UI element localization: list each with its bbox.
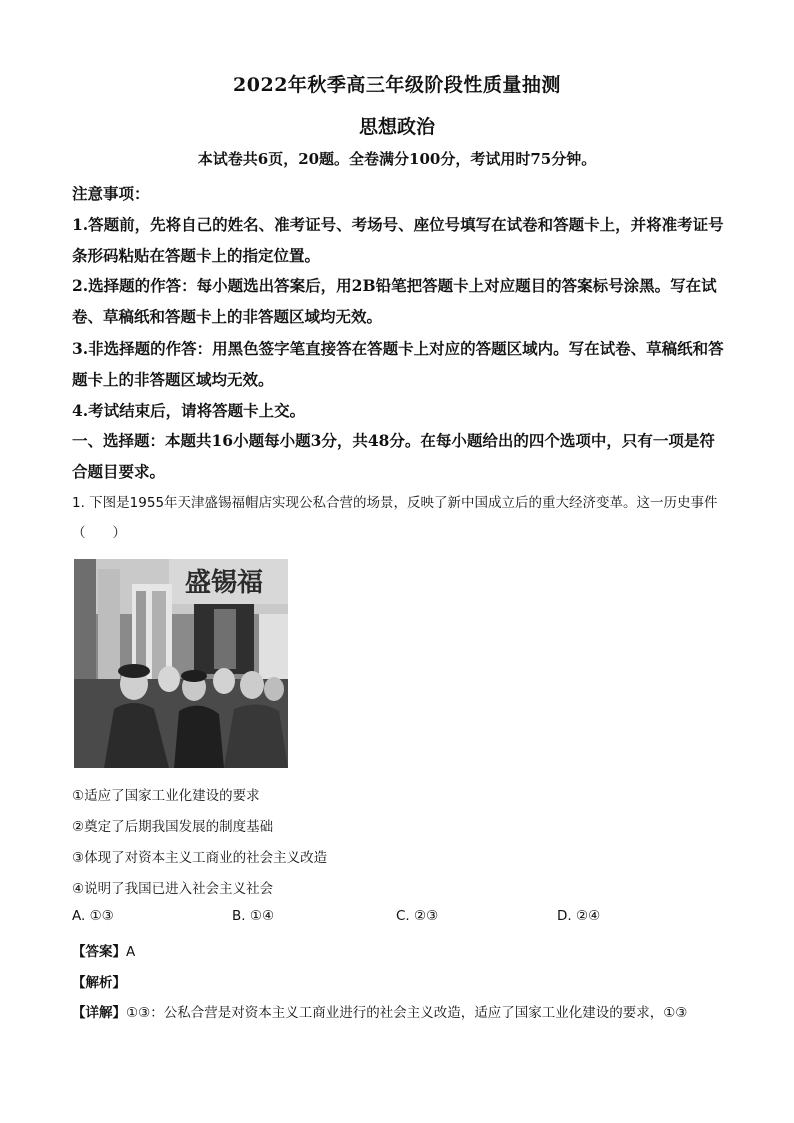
notice-heading: 注意事项： (72, 184, 150, 203)
choice-d[interactable]: D. ②④ (557, 908, 601, 924)
historical-photo (74, 559, 288, 768)
choice-a[interactable]: A. ①③ (72, 908, 114, 924)
choice-c[interactable]: C. ②③ (396, 908, 439, 924)
question-1-stem: 1. 下图是1955年天津盛锡福帽店实现公私合营的场景，反映了新中国成立后的重大经济变革。这一历史事件（ ） (72, 495, 718, 541)
option-4: ④说明了我国已进入社会主义社会 (72, 881, 274, 897)
detail-text: ①③：公私合营是对资本主义工商业进行的社会主义改造，适应了国家工业化建设的要求，①③ (126, 1005, 688, 1021)
notice-item-4: 4.考试结束后，请将答题卡上交。 (72, 401, 306, 420)
analysis-line (72, 971, 126, 991)
answer-label: 【答案】 (72, 944, 126, 960)
answer-value: A (126, 944, 136, 960)
notice-item-3: 3.非选择题的作答：用黑色签字笔直接答在答题卡上对应的答题区域内。写在试卷、草稿纸和答题卡上的非答题区域均无效。 (72, 339, 724, 389)
option-3: ③体现了对资本主义工商业的社会主义改造 (72, 850, 328, 866)
answer-line (72, 940, 135, 960)
analysis-label: 【解析】 (72, 975, 126, 991)
section-heading: 一、选择题：本题共16小题每小题3分，共48分。在每小题给出的四个选项中，只有一项是符合题目要求。 (72, 431, 715, 481)
exam-title: 2022年秋季高三年级阶段性质量抽测 (233, 74, 561, 96)
shop-sign-text: 盛锡福 (184, 568, 264, 598)
notice-item-2: 2.选择题的作答：每小题选出答案后，用2B铅笔把答题卡上对应题目的答案标号涂黑。写在试卷、草稿纸和答题卡上的非答题区域均无效。 (72, 276, 717, 326)
detail-label: 【详解】 (72, 1005, 126, 1021)
detail-line (72, 1001, 732, 1021)
exam-info: 本试卷共6页，20题。全卷满分100分，考试用时75分钟。 (197, 150, 597, 168)
option-1: ①适应了国家工业化建设的要求 (72, 788, 260, 804)
choice-b[interactable]: B. ①④ (232, 908, 275, 924)
subject-title: 思想政治 (358, 116, 435, 138)
option-2: ②奠定了后期我国发展的制度基础 (72, 819, 274, 835)
notice-item-1: 1.答题前，先将自己的姓名、准考证号、考场号、座位号填写在试卷和答题卡上，并将准考证号条形码粘贴在答题卡上的指定位置。 (72, 215, 724, 265)
